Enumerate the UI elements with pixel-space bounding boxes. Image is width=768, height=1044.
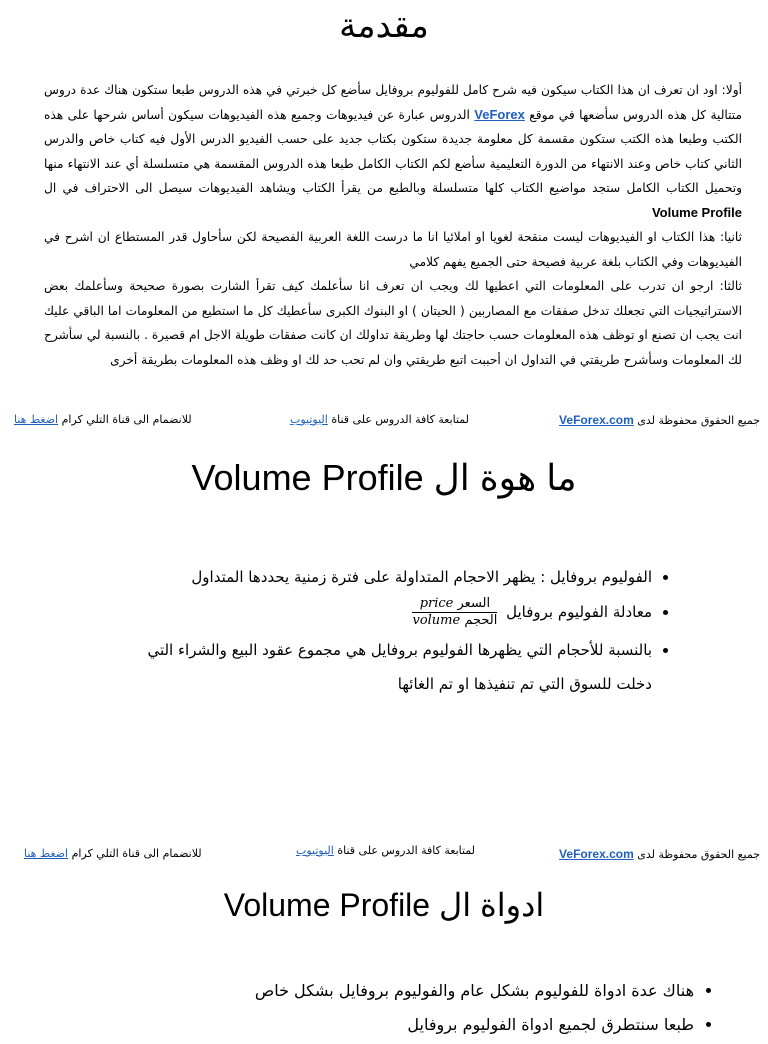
list-item bbox=[200, 1010, 694, 1040]
youtube-text: لمتابعة كافة الدروس على قناة bbox=[337, 844, 476, 857]
what-is-title-ar: ما هوة ال bbox=[433, 457, 577, 498]
footer-rights bbox=[559, 412, 760, 429]
what-is-title-en: Volume Profile bbox=[191, 457, 424, 498]
math-price: price bbox=[419, 596, 454, 611]
list-item bbox=[110, 562, 652, 592]
intro-paragraph-3: ثالثا: ارجو ان تدرب على المعلومات التي اعطيها لك ويجب ان تعرف انا سأعلمك كيف تقرأ الشارت بصورة صحيحة وسأعلمك بعض الاستراتيجيات التي تجعلك تدخل صفقات مع المصاربين ( الحيتان ) او البنوك الكبرى سأعطيك كل ما استطيع من المعلومات اما الباقي عليك انت يجب ان تصنع او توظف هذه المعلومات حسب حاجتك لها وطريقة تداولك ان كانت صفقات طويلة الاجل ام قصيرة . بالنسبة لي سأشرح لك المعلومات وسأشرح طريقتي في التداول ان أحببت اتبع طريقتي وان لم تحب حد لك او وظف هذه المعلومات بطريقة أخرى bbox=[44, 279, 742, 367]
intro-title: مقدمة bbox=[339, 6, 429, 46]
site-link[interactable]: VeForex.com bbox=[559, 413, 634, 427]
formula-fraction bbox=[412, 596, 497, 629]
list-item bbox=[110, 596, 652, 629]
what-is-bullets bbox=[110, 562, 670, 705]
bullet-text: طبعا سنتطرق لجميع ادواة الفوليوم بروفايل bbox=[407, 1015, 694, 1034]
site-link[interactable]: VeForex.com bbox=[559, 847, 634, 861]
intro-text bbox=[44, 78, 742, 372]
footer-telegram bbox=[24, 846, 202, 862]
telegram-text: للانضمام الى قناة التلي كرام bbox=[61, 413, 192, 426]
intro-p1-part-a: أولا: اود ان تعرف ان هذا الكتاب سيكون فيه شرح كامل للفوليوم بروفايل سأضع كل خبرتي في هذه الدروس طبعا ستكون هناك عدة دروس متتالية كل هذه الدروس سأضعها في موقع bbox=[44, 83, 742, 122]
youtube-link[interactable]: اليوتيوب bbox=[290, 413, 328, 426]
youtube-text: لمتابعة كافة الدروس على قناة bbox=[331, 413, 470, 426]
intro-paragraph-1 bbox=[44, 78, 742, 225]
fraction-numerator bbox=[412, 596, 497, 613]
tools-title bbox=[0, 882, 768, 928]
ar-volume: الحجم bbox=[464, 613, 498, 628]
footer-youtube bbox=[296, 843, 475, 859]
youtube-link[interactable]: اليوتيوب bbox=[296, 844, 334, 857]
bullet-text: بالنسبة للأحجام التي يظهرها الفوليوم بروفايل هي مجموع عقود البيع والشراء التي دخلت للسوق التي تم تنفيذها او تم الغائها bbox=[147, 641, 652, 693]
intro-p1-part-b: الدروس عبارة عن فيديوهات وجميع هذه الفيديوهات سيكون أساس شرحها على هذه الكتب وطبعا هذه الكتب ستكون مقسمة كل معلومة جديدة ستكون بكتاب جديد على حسب الفيديو الدرس الأول فيه كتاب خاص والدرس الثاني كتاب خاص وعند الانتهاء من الدورة التعليمية سأضع لكم الكتاب الكامل طبعا هذه الدروس المقسمة هي متسلسلة أي عند الانتهاء منها وتحميل الكتاب الكامل ستجد مواضيع الكتاب كلها متسلسلة وبالطبع من يقرأ الكتاب ويشاهد الفيديوهات سيصل الى الاحتراف في ال bbox=[44, 107, 742, 195]
footer-telegram bbox=[14, 412, 192, 428]
tools-bullets bbox=[200, 976, 712, 1044]
rights-text: جميع الحقوق محفوظة لدى bbox=[637, 414, 760, 427]
tools-title-ar: ادواة ال bbox=[438, 887, 545, 923]
ar-price: السعر bbox=[457, 596, 491, 611]
what-is-title bbox=[0, 455, 768, 501]
telegram-link[interactable]: اضغط هنا bbox=[14, 413, 59, 426]
footer-youtube bbox=[290, 412, 469, 428]
fraction-denominator bbox=[412, 613, 497, 629]
telegram-text: للانضمام الى قناة التلي كرام bbox=[71, 847, 202, 860]
bullet-text: معادلة الفوليوم بروفايل bbox=[506, 603, 652, 621]
footer-rights bbox=[559, 846, 760, 863]
list-item bbox=[200, 976, 694, 1006]
list-item bbox=[110, 633, 652, 701]
bullet-text: الفوليوم بروفايل : يظهر الاحجام المتداولة على فترة زمنية يحددها المتداول bbox=[191, 568, 652, 586]
volume-profile-term: Volume Profile bbox=[651, 204, 742, 220]
rights-text: جميع الحقوق محفوظة لدى bbox=[637, 848, 760, 861]
math-volume: volume bbox=[412, 613, 461, 628]
intro-paragraph-2: ثانيا: هذا الكتاب او الفيديوهات ليست منقحة لغويا او املائيا انا ما درست اللغة العربية الفصيحة لكن سأحاول قدر المستطاع ان اشرح في الفيديوهات وفي الكتاب بلغة عربية فصيحة حتى الجميع يفهم كلامي bbox=[44, 230, 742, 269]
veforex-link[interactable]: VeForex bbox=[474, 106, 525, 122]
telegram-link[interactable]: اضغط هنا bbox=[24, 847, 69, 860]
bullet-text: هناك عدة ادواة للفوليوم بشكل عام والفوليوم بروفايل بشكل خاص bbox=[254, 981, 694, 1000]
tools-title-en: Volume Profile bbox=[223, 887, 431, 923]
